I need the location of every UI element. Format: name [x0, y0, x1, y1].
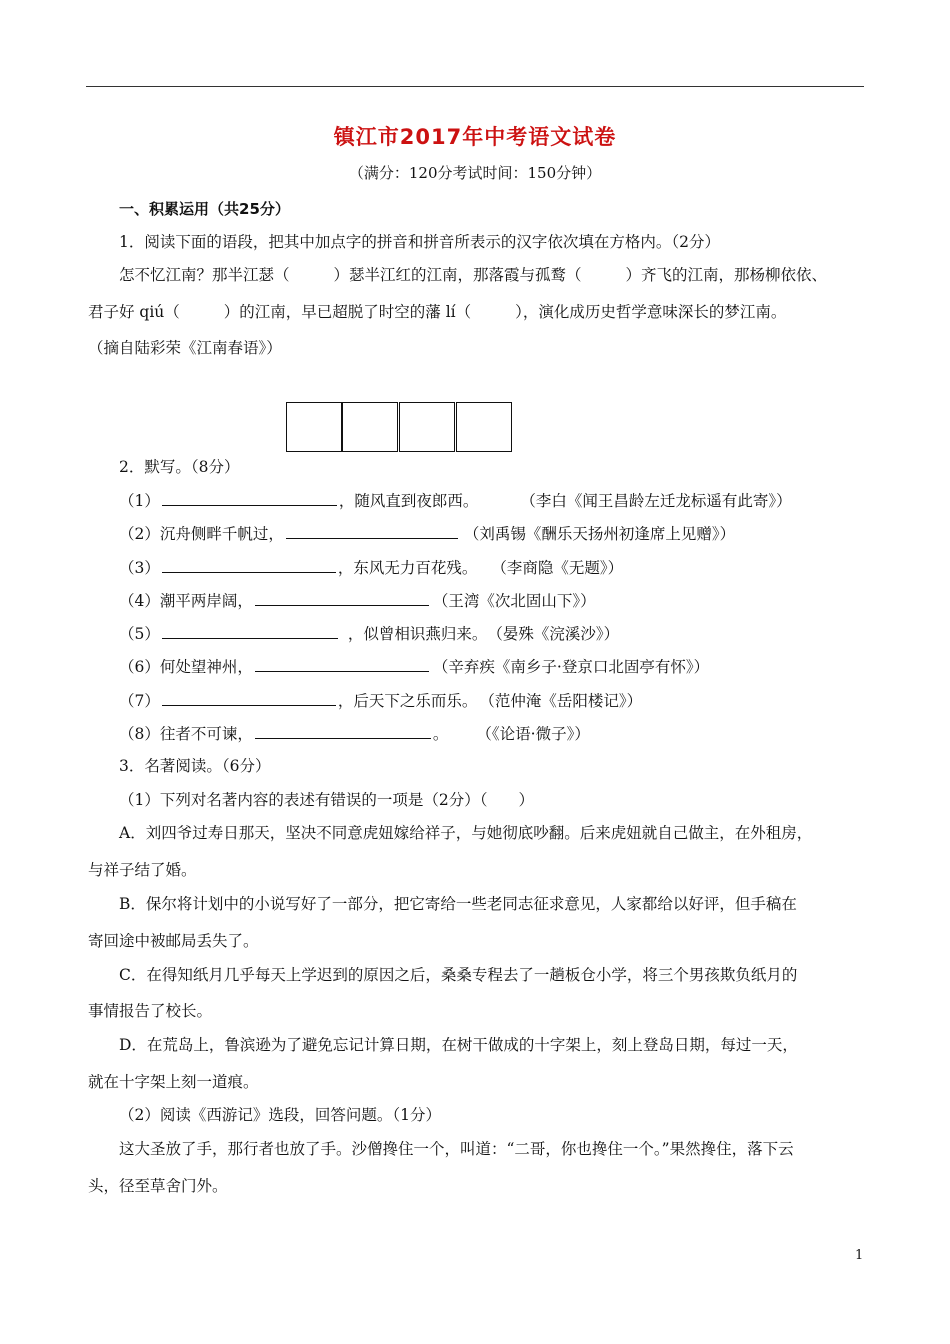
option-a-line-2: 与祥子结了婚。 [88, 861, 197, 879]
q1-text: 怎不忆江南？那半江瑟（ [119, 266, 290, 284]
q2-item-1 [119, 489, 899, 512]
answer-blank[interactable] [286, 522, 458, 539]
q1-line-3: （摘自陆彩荣《江南春语》） [88, 339, 282, 357]
item-number: （8） [119, 725, 160, 743]
item-text: ，似曾相识燕归来。 [347, 625, 488, 643]
option-b-line-2: 寄回途中被邮局丢失了。 [88, 932, 259, 950]
answer-blank[interactable] [162, 622, 338, 639]
item-number: （3） [119, 559, 160, 577]
answer-blank[interactable] [255, 722, 431, 739]
q1-text: 君子好 qiú（ [88, 303, 180, 321]
q1-line-1 [119, 264, 899, 286]
q1-prompt: 1．阅读下面的语段，把其中加点字的拼音和拼音所表示的汉字依次填在方格内。（2分） [119, 233, 720, 251]
q2-item-2 [119, 522, 899, 545]
answer-blank[interactable] [162, 689, 336, 706]
item-source: （辛弃疾《南乡子·登京口北固亭有怀》） [432, 658, 710, 676]
item-source: （范仲淹《岳阳楼记》） [479, 692, 643, 710]
q1-text: ），演化成历史哲学意味深长的梦江南。 [515, 303, 787, 321]
answer-box-2[interactable] [342, 402, 398, 452]
q3-sub1: （1）下列对名著内容的表述有错误的一项是（2分）（ ） [119, 791, 534, 809]
page-number: 1 [855, 1248, 864, 1263]
passage-line-2: 头，径至草舍门外。 [88, 1177, 228, 1195]
item-text: 潮平两岸阔， [159, 592, 253, 610]
option-d-line-2: 就在十字架上刻一道痕。 [88, 1073, 259, 1091]
item-source: （晏殊《浣溪沙》） [487, 625, 620, 643]
item-number: （4） [119, 592, 160, 610]
item-text: ，随风直到夜郎西。 [338, 492, 479, 510]
option-d-line-1: D．在荒岛上，鲁滨逊为了避免忘记计算日期，在树干做成的十字架上，刻上登岛日期，每过一天， [119, 1036, 798, 1054]
item-text: 往者不可谏， [159, 725, 253, 743]
item-text: 沉舟侧畔千帆过， [159, 525, 284, 543]
q1-text: ）瑟半江红的江南，那落霞与孤鹜（ [333, 266, 582, 284]
q1-text: ）齐飞的江南，那杨柳依依、 [625, 266, 828, 284]
item-number: （7） [119, 692, 160, 710]
answer-blank[interactable] [255, 655, 429, 672]
q2-item-4 [119, 589, 899, 612]
passage-line-1: 这大圣放了手，那行者也放了手。沙僧搀住一个，叫道：“二哥，你也搀住一个。”果然搀住，落下云 [119, 1140, 794, 1158]
item-source: （刘禹锡《酬乐天扬州初逢席上见赠》） [463, 525, 736, 543]
item-number: （5） [119, 625, 160, 643]
q2-prompt: 2．默写。（8分） [119, 458, 240, 476]
item-number: （6） [119, 658, 160, 676]
item-number: （1） [119, 492, 160, 510]
option-b-line-1: B．保尔将计划中的小说写好了一部分，把它寄给一些老同志征求意见，人家都给以好评，但手稿在 [119, 895, 797, 913]
exam-subtitle: （满分：120分考试时间：150分钟） [348, 164, 602, 182]
q2-item-8 [119, 722, 899, 745]
answer-box-4[interactable] [456, 402, 512, 452]
item-source: （李白《闻王昌龄左迁龙标遥有此寄》） [520, 492, 792, 510]
q2-item-5 [119, 622, 899, 645]
item-source: （《论语·微子》） [476, 725, 590, 743]
answer-box-3[interactable] [399, 402, 455, 452]
q1-line-2 [88, 301, 868, 323]
item-text: 。 [432, 725, 449, 743]
item-number: （2） [119, 525, 160, 543]
item-text: ，后天下之乐而乐。 [337, 692, 478, 710]
exam-title: 镇江市2017年中考语文试卷 [333, 125, 617, 149]
answer-box-1[interactable] [286, 402, 342, 452]
item-text: 何处望神州， [159, 658, 253, 676]
item-source: （王湾《次北固山下》） [432, 592, 596, 610]
header-rule [86, 86, 864, 87]
item-text: ，东风无力百花残。 [337, 559, 478, 577]
q2-item-7 [119, 689, 899, 712]
q2-item-3 [119, 556, 899, 579]
answer-blank[interactable] [162, 556, 336, 573]
q1-text: ）的江南，早已超脱了时空的藩 lí（ [223, 303, 472, 321]
q3-sub2: （2）阅读《西游记》选段，回答问题。（1分） [119, 1106, 441, 1124]
answer-blank[interactable] [162, 489, 337, 506]
option-c-line-1: C．在得知纸月几乎每天上学迟到的原因之后，桑桑专程去了一趟板仓小学，将三个男孩欺负纸月的 [119, 966, 798, 984]
answer-blank[interactable] [255, 589, 429, 606]
option-c-line-2: 事情报告了校长。 [88, 1002, 213, 1020]
q3-prompt: 3．名著阅读。（6分） [119, 757, 271, 775]
section-heading: 一、积累运用（共25分） [119, 200, 290, 218]
q2-item-6 [119, 655, 899, 678]
item-source: （李商隐《无题》） [491, 559, 624, 577]
option-a-line-1: A．刘四爷过寿日那天，坚决不同意虎妞嫁给祥子，与她彻底吵翻。后来虎妞就自己做主，在外租房， [119, 824, 813, 842]
